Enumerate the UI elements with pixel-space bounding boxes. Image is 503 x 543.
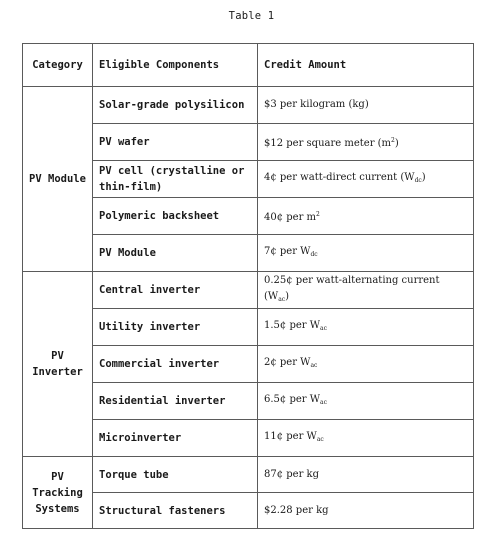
amount-subscript: ac (310, 361, 318, 369)
component-cell: Residential inverter (93, 383, 258, 420)
amount-subscript: dc (310, 250, 318, 258)
amount-cell (258, 383, 474, 420)
header-components: Eligible Components (93, 44, 258, 87)
amount-subscript: ac (320, 398, 327, 406)
amount-text: 2¢ per W (264, 356, 311, 368)
amount-text: 40¢ per m (264, 211, 317, 223)
amount-text: 0.25¢ per watt-alternating current (W (264, 274, 440, 302)
component-cell: Central inverter (93, 272, 258, 309)
amount-cell (258, 198, 474, 235)
table-caption: Table 1 (228, 10, 275, 22)
table-row (23, 457, 474, 493)
amount-cell (258, 161, 474, 198)
amount-text: $12 per square meter (m (264, 137, 392, 149)
amount-cell (258, 272, 474, 309)
amount-text: 7¢ per W (264, 245, 311, 257)
amount-cell (258, 87, 474, 124)
component-cell: PV cell (crystalline or thin-film) (93, 161, 258, 198)
amount-tail: ) (421, 171, 426, 183)
amount-cell (258, 235, 474, 272)
component-cell: Microinverter (93, 420, 258, 457)
component-cell: PV wafer (93, 124, 258, 161)
amount-text: 4¢ per watt-direct current (W (264, 171, 415, 183)
header-row (23, 44, 474, 87)
amount-tail: ) (394, 137, 399, 149)
header-category: Category (23, 44, 93, 87)
amount-cell (258, 309, 474, 346)
amount-text: 1.5¢ per W (264, 319, 321, 331)
amount-cell (258, 346, 474, 383)
category-cell-pv-inverter: PV Inverter (23, 272, 93, 457)
category-cell-pv-tracking-systems: PV Tracking Systems (23, 457, 93, 529)
amount-cell (258, 493, 474, 529)
amount-tail: ) (285, 290, 290, 302)
amount-subscript: dc (414, 176, 422, 184)
component-cell: Structural fasteners (93, 493, 258, 529)
amount-text: $3 per kilogram (kg) (264, 99, 369, 110)
credit-table (22, 43, 474, 529)
component-cell: Torque tube (93, 457, 258, 493)
amount-text: 6.5¢ per W (264, 393, 321, 405)
amount-superscript: 2 (316, 210, 320, 218)
header-credit-amount: Credit Amount (258, 44, 474, 87)
amount-subscript: ac (320, 324, 327, 332)
amount-cell (258, 124, 474, 161)
table-row (23, 272, 474, 309)
amount-subscript: ac (278, 295, 286, 303)
amount-superscript: 2 (391, 136, 395, 144)
component-cell: Utility inverter (93, 309, 258, 346)
category-cell-pv-module: PV Module (23, 87, 93, 272)
amount-text: 11¢ per W (264, 430, 317, 442)
amount-text: 87¢ per kg (264, 468, 320, 480)
amount-cell (258, 420, 474, 457)
component-cell: Solar-grade polysilicon (93, 87, 258, 124)
component-cell: Polymeric backsheet (93, 198, 258, 235)
table-row (23, 87, 474, 124)
amount-text: $2.28 per kg (264, 504, 329, 516)
component-cell: PV Module (93, 235, 258, 272)
amount-subscript: ac (316, 435, 324, 443)
component-cell: Commercial inverter (93, 346, 258, 383)
amount-cell (258, 457, 474, 493)
